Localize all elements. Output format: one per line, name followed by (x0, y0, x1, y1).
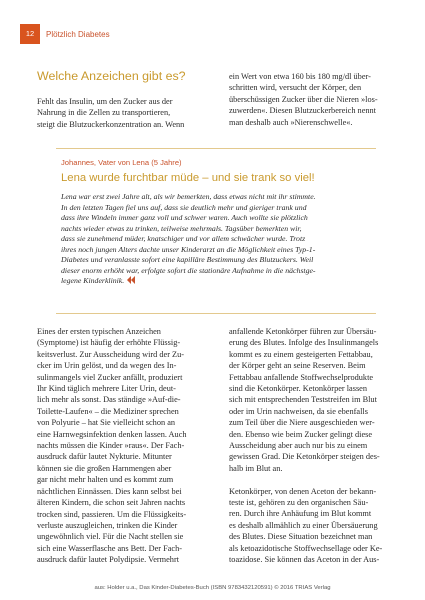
text-line: oder im Urin nachweisen, da sie ebenfalls (229, 406, 368, 416)
text-line: steigt die Blutzuckerkonzentration an. Wenn (37, 119, 185, 129)
intro-right-column (229, 71, 399, 128)
text-line: nächtlichen Einnässen. Dies kann selbst bei (37, 486, 182, 496)
text-line: der Körper geht an seine Reserven. Beim (229, 361, 366, 371)
text-line: kommt es zu einem gesteigerten Fettabbau, (229, 349, 373, 359)
text-line: ungewöhnlich viel. Für die Nacht stellen sie (37, 532, 184, 542)
text-line: als ketoazidotische Stoffwechsellage oder Ke- (229, 543, 383, 553)
text-line: zum Teil über die Niere ausgeschieden wer- (229, 418, 375, 428)
body-right-column (229, 326, 403, 566)
text-line: halb im Blut an. (229, 463, 283, 473)
quote-body (61, 192, 373, 287)
body-left-column (37, 326, 209, 566)
body-right-paragraph-1 (229, 326, 403, 474)
text-line: den. Ebenso wie beim Zucker gelingt diese (229, 429, 373, 439)
text-line: ein Wert von etwa 160 bis 180 mg/dl über- (229, 72, 371, 81)
text-line: Ausscheidung aber auch nur bis zu einem (229, 441, 368, 451)
text-line: (Symptome) ist häufig der erhöhte Flüssig- (37, 338, 181, 348)
text-line: sich eine Wasserflasche ans Bett. Der Fach- (37, 543, 183, 553)
quote-line: dieser enorm erhöht war, erfolgte sofort die stationäre Aufnahme in die nächstge- (61, 265, 316, 275)
text-line: gewissen Grad. Die Ketonkörper steigen des- (229, 452, 380, 462)
text-line: ausdruck dafür lautet Polydipsie. Vermehrt (37, 555, 180, 565)
quote-line: Lena war erst zwei Jahre alt, als wir bemerkten, dass etwas nicht mit ihr stimmte. (61, 192, 316, 201)
text-line: Fehlt das Insulin, um den Zucker aus der (37, 97, 173, 106)
intro-left-column (37, 96, 205, 130)
text-line: des Blutes. Diese Situation bezeichnet man (229, 532, 373, 542)
page-number: 12 (20, 24, 40, 44)
text-line: Fettabbau anfallende Stoffwechselprodukte (229, 372, 374, 382)
testimonial-box (56, 148, 376, 314)
text-line: von Polyurie – hat Sie vielleicht schon an (37, 418, 176, 428)
text-line: Eines der ersten typischen Anzeichen (37, 327, 161, 336)
text-line: Nahrung in die Zellen zu transportieren, (37, 108, 171, 118)
text-line: Ihr Kind täglich mehrere Liter Urin, deut- (37, 384, 176, 394)
text-line: nachts müssen die Kinder »raus«. Der Fach- (37, 441, 185, 451)
quote-top-rule (56, 148, 376, 149)
quote-line: dass ihre Windeln immer ganz voll und schwer waren. Auch wollte sie plötzlich (61, 213, 308, 222)
quote-speaker: Johannes, Vater von Lena (5 Jahre) (61, 158, 182, 167)
quote-line: dass sie zunehmend müder, knatschiger und vor allem schwächer wurde. Trotz (61, 234, 306, 243)
text-line: ausdruck dafür lautet Nykturie. Mitunter (37, 452, 172, 462)
text-line: lich mehr als sonst. Das ständige »Auf-die- (37, 395, 181, 405)
text-line: sind die Ketonkörper. Ketonkörper lassen (229, 384, 368, 394)
text-line: zuwerden«. Diesen Blutzuckerbereich nennt (229, 106, 376, 116)
text-line: sulinmangels viel Zucker anfällt, produziert (37, 372, 183, 382)
body-right-paragraph-2 (229, 486, 403, 566)
quote-line: legene Kinderklinik. (61, 276, 373, 287)
quote-line: In den letzten Tagen fiel uns auf, dass sie deutlich mehr und gieriger trank und (61, 202, 307, 212)
text-line: eine Harnwegsinfektion denken lassen. Auch (37, 429, 187, 439)
text-line: keitsverlust. Zur Ausscheidung wird der Zu- (37, 349, 185, 359)
text-line: cker im Urin gelöst, und da wegen des In- (37, 361, 177, 371)
quote-headline: Lena wurde furchtbar müde – und sie trank so viel! (61, 172, 315, 184)
text-line: teste ist, gehören zu den organischen Säu- (229, 498, 369, 508)
text-line: sich mit entsprechenden Teststreifen im Blut (229, 395, 377, 405)
quote-line: nachts wieder etwas zu trinken, teilweise mehrmals. Tagsüber bemerkten wir, (61, 223, 302, 233)
text-line: es deshalb allmählich zu einer Übersäuerung (229, 520, 378, 530)
text-line: schritten wird, versucht der Körper, den (229, 83, 362, 93)
quote-line: Diabetes und veranlasste sofort eine kapilläre Bestimmung des Blutzuckers. Weil (61, 255, 314, 264)
text-line: älteren Kindern, die schon seit Jahren nachts (37, 498, 186, 508)
text-line: man deshalb auch »Nierenschwelle«. (229, 117, 353, 127)
text-line: trocken sind, passieren. Um die Flüssigkeits- (37, 509, 187, 519)
end-mark-icon (127, 276, 135, 284)
text-line: überschüssigen Zucker über die Nieren »los- (229, 94, 378, 104)
text-line: ren. Durch ihre Anhäufung im Blut kommt (229, 509, 372, 519)
text-line: Ketonkörper, von denen Aceton der bekann- (229, 486, 377, 496)
text-line: verluste auszugleichen, trinken die Kinder (37, 520, 178, 530)
text-line: toazidose. Sie können das Aceton in der Aus- (229, 555, 380, 565)
text-line: gar nicht mehr halten und es kommt zum (37, 475, 174, 485)
quote-bottom-rule (56, 313, 376, 314)
text-line: erung des Blutes. Infolge des Insulinmangels (229, 338, 379, 348)
text-line: anfallende Ketonkörper führen zur Übersäu- (229, 327, 377, 336)
source-footer: aus: Holder u.a., Das Kinder-Diabetes-Buch (ISBN 9783432120591) © 2016 TRIAS Verlag (94, 585, 331, 591)
text-line: Toilette-Laufen« – die Mediziner sprechen (37, 406, 179, 416)
quote-line: ihres noch jungen Alters dachte unser Kinderarzt an die Möglichkeit eines Typ-1- (61, 244, 316, 254)
text-line: können sie die großen Harnmengen aber (37, 463, 172, 473)
page-header (20, 24, 110, 44)
section-heading: Welche Anzeichen gibt es? (37, 69, 186, 83)
chapter-title: Plötzlich Diabetes (46, 29, 110, 39)
